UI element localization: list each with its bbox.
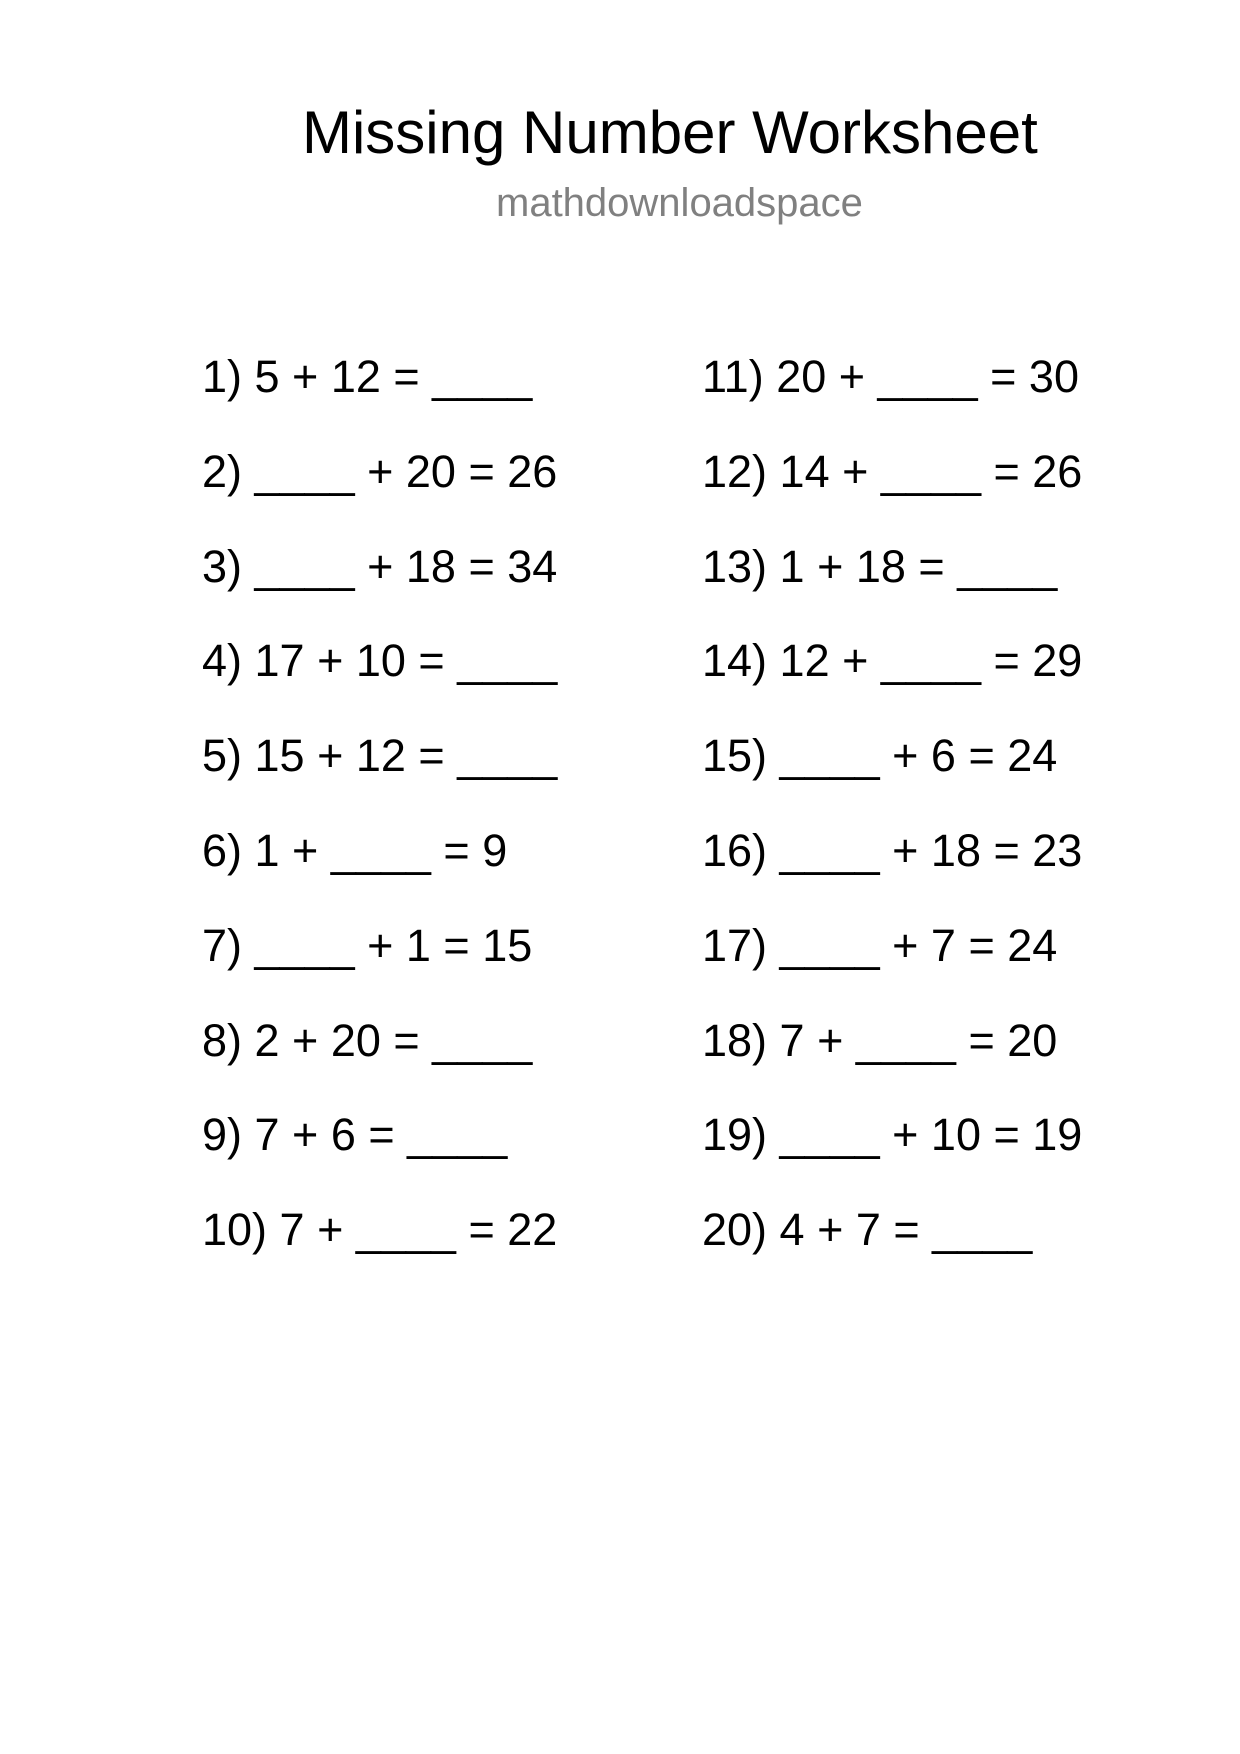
problem-18: 18) 7 + ____ = 20 bbox=[702, 1015, 1058, 1066]
problem-5: 5) 15 + 12 = ____ bbox=[202, 730, 558, 781]
worksheet-source: mathdownloadspace bbox=[496, 181, 863, 225]
problem-1: 1) 5 + 12 = ____ bbox=[202, 351, 533, 402]
problem-6: 6) 1 + ____ = 9 bbox=[202, 825, 508, 876]
worksheet-title: Missing Number Worksheet bbox=[302, 99, 1038, 166]
problem-4: 4) 17 + 10 = ____ bbox=[202, 635, 558, 686]
problem-8: 8) 2 + 20 = ____ bbox=[202, 1015, 533, 1066]
problem-15: 15) ____ + 6 = 24 bbox=[702, 730, 1058, 781]
problem-11: 11) 20 + ____ = 30 bbox=[702, 351, 1079, 402]
problem-19: 19) ____ + 10 = 19 bbox=[702, 1109, 1083, 1160]
problem-16: 16) ____ + 18 = 23 bbox=[702, 825, 1083, 876]
problem-9: 9) 7 + 6 = ____ bbox=[202, 1109, 508, 1160]
problem-13: 13) 1 + 18 = ____ bbox=[702, 541, 1058, 592]
problem-17: 17) ____ + 7 = 24 bbox=[702, 920, 1058, 971]
problem-7: 7) ____ + 1 = 15 bbox=[202, 920, 533, 971]
problem-10: 10) 7 + ____ = 22 bbox=[202, 1204, 558, 1255]
problem-14: 14) 12 + ____ = 29 bbox=[702, 635, 1083, 686]
problem-2: 2) ____ + 20 = 26 bbox=[202, 446, 558, 497]
problem-12: 12) 14 + ____ = 26 bbox=[702, 446, 1083, 497]
problem-3: 3) ____ + 18 = 34 bbox=[202, 541, 558, 592]
problem-20: 20) 4 + 7 = ____ bbox=[702, 1204, 1033, 1255]
